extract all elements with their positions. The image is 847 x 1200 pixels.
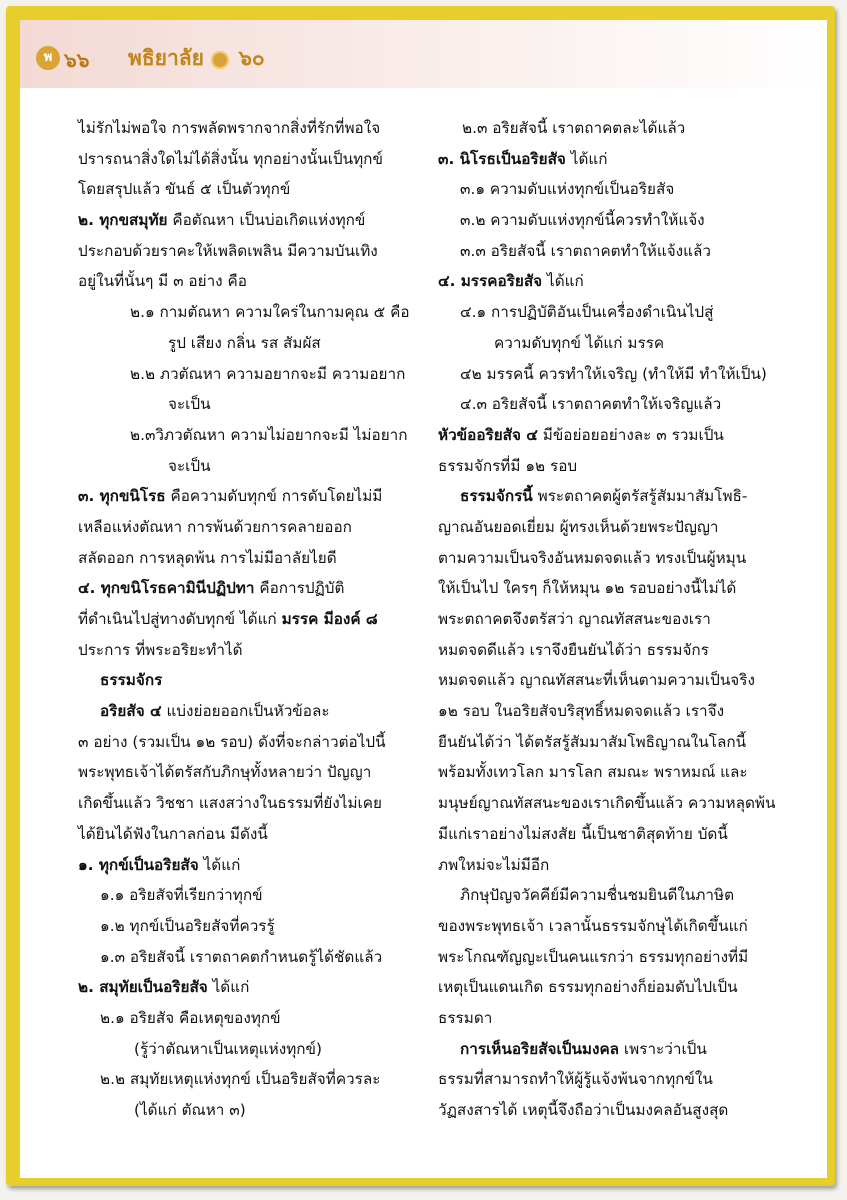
bold-heading: หัวข้ออริยสัจ ๔ (438, 425, 538, 444)
bold-heading: ๓. ทุกขนิโรธ (78, 487, 166, 506)
line-text: เหลือแห่งตัณหา การพ้นด้วยการคลายออก (78, 517, 352, 536)
text-line (78, 573, 430, 604)
text-line (438, 205, 798, 236)
text-line (438, 359, 798, 390)
line-text: ๔.๓ อริยสัจนี้ เราตถาคตทำให้เจริญแล้ว (460, 395, 722, 414)
text-line (438, 573, 798, 604)
line-text: พร้อมทั้งเทวโลก มารโลก สมณะ พราหมณ์ และ (438, 763, 748, 782)
text-line (438, 420, 798, 451)
line-text: ๔.๑ การปฏิบัติอันเป็นเครื่องดำเนินไปสู่ (460, 303, 714, 322)
text-line (438, 113, 798, 144)
right-column (438, 113, 798, 1126)
line-text: ยืนยันได้ว่า ได้ตรัสรู้สัมมาสัมโพธิญาณในโลกนี้ (438, 732, 747, 751)
line-text: ๒.๑ อริยสัจ คือเหตุของทุกข์ (100, 1008, 281, 1027)
line-text: ภิกษุปัญจวัคคีย์มีความชื่นชมยินดีในภาษิต (460, 886, 735, 905)
bold-heading: ๔. ทุกขนิโรธคามินีปฏิปทา (78, 579, 255, 598)
line-text: มีข้อย่อยอย่างละ ๓ รวมเป็น (537, 425, 724, 444)
text-line (438, 880, 798, 911)
text-line (438, 788, 798, 819)
text-line (438, 1064, 798, 1095)
left-column (78, 113, 430, 1126)
text-line (78, 1034, 430, 1065)
text-line (78, 205, 430, 236)
line-text: มนุษย์ญาณทัสสนะของเราเกิดขึ้นแล้ว ความหลุดพ้น (438, 794, 776, 813)
line-text: ธรรมจักรที่มี ๑๒ รอบ (438, 456, 578, 475)
line-text: ของพระพุทธเจ้า เวลานั้นธรรมจักษุได้เกิดขึ้นแก่ (438, 916, 748, 935)
line-text: โดยสรุปแล้ว ขันธ์ ๕ เป็นตัวทุกข์ (78, 180, 291, 199)
text-line (438, 512, 798, 543)
text-line (78, 665, 430, 696)
text-line (78, 1064, 430, 1095)
text-line (78, 757, 430, 788)
line-text: ไม่รักไม่พอใจ การพลัดพรากจากสิ่งที่รักที่พอใจ (78, 119, 381, 137)
text-line (78, 972, 430, 1003)
text-line (78, 880, 430, 911)
bold-heading: อริยสัจ ๔ (100, 702, 162, 721)
line-text: ๓ อย่าง (รวมเป็น ๑๒ รอบ) ดังที่จะกล่าวต่อไปนี้ (78, 732, 386, 751)
lotus-flower-icon (213, 53, 227, 67)
text-line (78, 911, 430, 942)
line-text: ภพใหม่จะไม่มีอีก (438, 855, 550, 874)
header-band (20, 20, 827, 88)
line-text: คือการปฏิบัติ (254, 579, 345, 598)
line-text: พระโกณฑัญญะเป็นคนแรกว่า ธรรมทุกอย่างที่มี (438, 947, 749, 966)
line-text: พระพุทธเจ้าได้ตรัสกับภิกษุทั้งหลายว่า ปัญญา (78, 763, 372, 782)
text-line (438, 819, 798, 850)
running-title-left: พธิยาลัย (128, 45, 204, 70)
line-text: ๒.๒ สมุทัยเหตุแห่งทุกข์ เป็นอริยสัจที่ควรละ (100, 1070, 381, 1089)
text-line (78, 174, 430, 205)
text-line (438, 911, 798, 942)
logo-badge: พ (36, 46, 60, 70)
text-line (78, 696, 430, 727)
text-line (438, 972, 798, 1003)
text-line (438, 451, 798, 482)
bold-term: มรรค มีองค์ ๘ (281, 610, 378, 628)
line-text: (ได้แก่ ตัณหา ๓) (134, 1101, 246, 1119)
line-text: ปรารถนาสิ่งใดไม่ได้สิ่งนั้น ทุกอย่างนั้นเป็นทุกข์ (78, 149, 383, 168)
book-page (20, 20, 827, 1178)
line-text: ๑.๒ ทุกข์เป็นอริยสัจที่ควรรู้ (100, 916, 275, 935)
line-text: เหตุเป็นแดนเกิด ธรรมทุกอย่างก็ย่อมดับไปเป็น (438, 978, 738, 997)
line-text: ๓.๒ ความดับแห่งทุกข์นี้ควรทำให้แจ้ง (460, 211, 705, 230)
text-line (78, 481, 430, 512)
line-text: ๒.๒ ภวตัณหา ความอยากจะมี ความอยาก (130, 364, 406, 383)
text-line (78, 942, 430, 973)
bold-heading: ๒. ทุกขสมุทัย (78, 211, 168, 230)
text-line (78, 512, 430, 543)
line-text: ๒.๓วิภวตัณหา ความไม่อยากจะมี ไม่อยาก (130, 425, 408, 444)
line-text: ได้แก่ (207, 978, 250, 997)
line-text: คือตัณหา เป็นบ่อเกิดแห่งทุกข์ (167, 211, 366, 230)
line-text: ให้เป็นไป ใครๆ ก็ให้หมุน ๑๒ รอบอย่างนี้ไม่ได้ (438, 579, 737, 598)
line-text: ๑.๑ อริยสัจที่เรียกว่าทุกข์ (100, 886, 263, 905)
text-line (438, 727, 798, 758)
line-text: หมดจดแล้ว ญาณทัสสนะที่เห็นตามความเป็นจริง (438, 671, 755, 690)
text-line (78, 389, 430, 420)
text-line (438, 236, 798, 267)
line-text: ๓.๑ ความดับแห่งทุกข์เป็นอริยสัจ (460, 180, 675, 199)
text-line (78, 543, 430, 574)
text-line (78, 1003, 430, 1034)
text-line (438, 174, 798, 205)
line-text: ความดับทุกข์ ได้แก่ มรรค (494, 333, 665, 352)
bold-heading: ๒. สมุทัยเป็นอริยสัจ (78, 978, 208, 997)
text-line (438, 757, 798, 788)
text-line (78, 850, 430, 881)
text-line (438, 481, 798, 512)
text-line (438, 604, 798, 635)
bold-heading: การเห็นอริยสัจเป็นมงคล (460, 1039, 620, 1058)
line-text: ๒.๓ อริยสัจนี้ เราตถาคตละได้แล้ว (462, 119, 686, 137)
bold-heading: ๔. มรรคอริยสัจ (438, 272, 543, 291)
text-line (438, 144, 798, 175)
line-text: จะเป็น (168, 456, 211, 475)
text-line (438, 543, 798, 574)
line-text: ธรรมที่สามารถทำให้ผู้รู้แจ้งพ้นจากทุกข์ใน (438, 1070, 713, 1089)
line-text: ตามความเป็นจริงอันหมดจดแล้ว ทรงเป็นผู้หมุน (438, 548, 747, 567)
text-line (78, 788, 430, 819)
line-text: ๒.๑ กามตัณหา ความใคร่ในกามคุณ ๕ คือ (130, 303, 410, 322)
text-line (78, 236, 430, 267)
text-line (438, 942, 798, 973)
text-line (438, 266, 798, 297)
text-line (78, 819, 430, 850)
text-line (438, 297, 798, 328)
text-line (78, 635, 430, 666)
text-line (78, 1095, 430, 1126)
text-line (78, 113, 430, 144)
line-text: พระตถาคตจึงตรัสว่า ญาณทัสสนะของเรา (438, 610, 711, 628)
running-title-right: ๖๐ (238, 45, 265, 70)
text-line (438, 389, 798, 420)
line-text: หมดจดดีแล้ว เราจึงยืนยันได้ว่า ธรรมจักร (438, 640, 709, 659)
line-text: มีแก่เราอย่างไม่สงสัย นี้เป็นชาติสุดท้าย บัดนี้ (438, 824, 728, 843)
line-text: แบ่งย่อยออกเป็นหัวข้อละ (161, 702, 330, 721)
line-text: ๓.๓ อริยสัจนี้ เราตถาคตทำให้แจ้งแล้ว (460, 241, 711, 260)
bold-heading: ๑. ทุกข์เป็นอริยสัจ (78, 855, 199, 874)
line-text: ญาณอันยอดเยี่ยม ผู้ทรงเห็นด้วยพระปัญญา (438, 517, 719, 536)
bold-heading: ๓. นิโรธเป็นอริยสัจ (438, 149, 566, 168)
text-line (78, 420, 430, 451)
bold-heading: ธรรมจักร (100, 671, 163, 690)
line-text: ๔๒ มรรคนี้ ควรทำให้เจริญ (ทำให้มี ทำให้เป็น) (460, 364, 767, 383)
line-text: ธรรมดา (438, 1008, 493, 1027)
line-text: เพราะว่าเป็น (619, 1039, 707, 1058)
line-text: พระตถาคตผู้ตรัสรู้สัมมาสัมโพธิ- (532, 487, 748, 506)
line-text: ที่ดำเนินไปสู่ทางดับทุกข์ ได้แก่ (78, 610, 282, 628)
text-line (438, 1003, 798, 1034)
line-text: ประการ ที่พระอริยะทำได้ (78, 640, 243, 659)
line-text: อยู่ในที่นั้นๆ มี ๓ อย่าง คือ (78, 272, 247, 291)
text-line (78, 359, 430, 390)
text-line (438, 1034, 798, 1065)
running-title (128, 42, 265, 75)
text-line (78, 297, 430, 328)
line-text: รูป เสียง กลิ่น รส สัมผัส (168, 333, 321, 352)
line-text: ประกอบด้วยราคะให้เพลิดเพลิน มีความบันเทิง (78, 241, 378, 260)
line-text: ได้ยินได้ฟังในกาลก่อน มีดังนี้ (78, 824, 268, 843)
text-line (438, 850, 798, 881)
text-line (438, 665, 798, 696)
text-line (78, 144, 430, 175)
text-line (78, 451, 430, 482)
line-text: ได้แก่ (542, 272, 584, 291)
text-line (438, 1095, 798, 1126)
bold-heading: ธรรมจักรนี้ (460, 487, 533, 506)
text-line (78, 604, 430, 635)
page-number: ๖๖ (64, 48, 90, 72)
line-text: ๑๒ รอบ ในอริยสัจบริสุทธิ์หมดจดแล้ว เราจึง (438, 702, 725, 721)
line-text: วัฏสงสารได้ เหตุนี้จึงถือว่าเป็นมงคลอันสูงสุด (438, 1101, 729, 1119)
line-text: จะเป็น (168, 395, 211, 414)
text-line (438, 635, 798, 666)
line-text: ได้แก่ (565, 149, 608, 168)
text-line (438, 696, 798, 727)
text-line (78, 727, 430, 758)
line-text: (รู้ว่าตัณหาเป็นเหตุแห่งทุกข์) (134, 1039, 322, 1058)
text-line (438, 328, 798, 359)
text-line (78, 266, 430, 297)
line-text: สลัดออก การหลุดพ้น การไม่มีอาลัยไยดี (78, 548, 337, 567)
line-text: เกิดขึ้นแล้ว วิชชา แสงสว่างในธรรมที่ยังไม่เคย (78, 794, 382, 813)
line-text: ได้แก่ (198, 855, 241, 874)
text-line (78, 328, 430, 359)
line-text: ๑.๓ อริยสัจนี้ เราตถาคตกำหนดรู้ได้ชัดแล้ว (100, 947, 383, 966)
line-text: คือความดับทุกข์ การดับโดยไม่มี (165, 487, 383, 506)
